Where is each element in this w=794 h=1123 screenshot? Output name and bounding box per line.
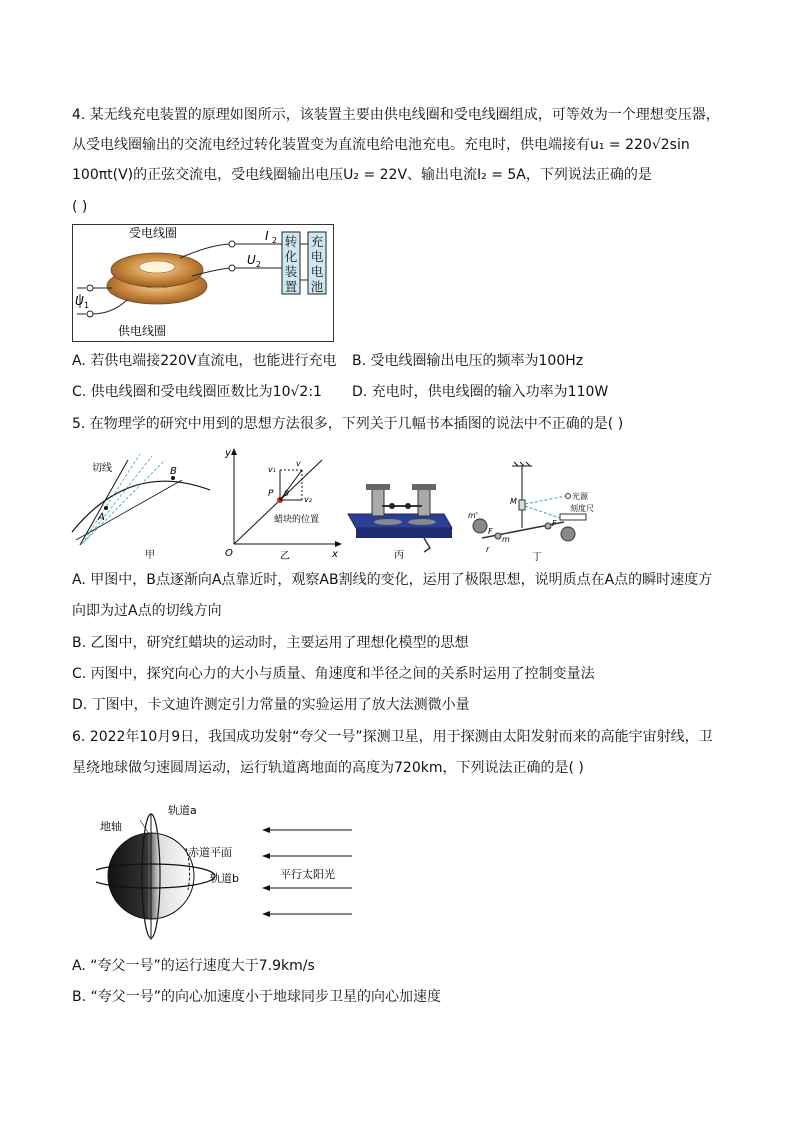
v1-label: v₁ <box>268 465 276 474</box>
u1-subscript: 1 <box>84 301 90 310</box>
converter-char-4: 置 <box>284 279 298 294</box>
q5-option-b: B. 乙图中，研究红蜡块的运动时，主要运用了理想化模型的思想 <box>72 635 469 651</box>
converter-char-3: 装 <box>284 264 298 279</box>
q5-stem: 5. 在物理学的研究中用到的思想方法很多，下列关于几幅书本插图的说法中不正确的是( ) <box>72 416 624 432</box>
mass-m-prime-left-label: m' <box>468 511 478 520</box>
q6-option-b: B. “夸父一号”的向心加速度小于地球同步卫星的向心加速度 <box>72 989 442 1005</box>
point-a-label: A <box>98 512 105 523</box>
q5-option-d: D. 丁图中，卡文迪许测定引力常量的实验运用了放大法测微小量 <box>72 697 470 713</box>
q6-earth-orbit-figure <box>96 794 358 942</box>
theta-label: θ <box>284 489 289 498</box>
q4-option-d: D. 充电时，供电线圈的输入功率为110W <box>352 384 609 400</box>
battery-char-3: 电 <box>310 264 324 279</box>
mirror-m-label: M <box>510 497 517 506</box>
receiving-coil-label: 受电线圈 <box>129 226 178 240</box>
converter-char-2: 化 <box>284 249 298 264</box>
caption-yi: 乙 <box>280 551 290 562</box>
orbit-b-label: 轨道b <box>210 872 239 885</box>
q4-stem-line3: 100πt(V)的正弦交流电，受电线圈输出电压U₂ = 22V、输出电流I₂ = 5A，下列说法正确的是 <box>72 167 652 183</box>
y-axis-label: y <box>225 448 231 459</box>
q4-option-c: C. 供电线圈和受电线圈匝数比为10√2:1 <box>72 384 322 400</box>
q4-answer-paren: ( ) <box>72 199 88 215</box>
i2-subscript: 2 <box>272 236 278 245</box>
q6-stem-line2: 星绕地球做匀速圆周运动，运行轨道离地面的高度为720km，下列说法正确的是( ) <box>72 760 584 776</box>
battery-char-1: 充 <box>310 234 324 249</box>
force-f-right-label: F <box>552 519 557 528</box>
converter-char-1: 转 <box>284 234 298 249</box>
light-source-label: 光源 <box>572 492 588 501</box>
q4-wireless-charger-figure <box>72 224 334 342</box>
battery-char-4: 池 <box>310 279 324 294</box>
q4-option-a: A. 若供电端接220V直流电，也能进行充电 <box>72 353 337 369</box>
q5-option-a-line2: 向即为过A点的切线方向 <box>72 603 222 619</box>
v2-label: v₂ <box>304 495 312 504</box>
battery-char-2: 电 <box>310 249 324 264</box>
origin-label: O <box>225 548 233 559</box>
q6-option-a: A. “夸父一号”的运行速度大于7.9km/s <box>72 958 315 974</box>
q4-option-b: B. 受电线圈输出电压的频率为100Hz <box>352 353 584 369</box>
force-f-left-label: F <box>488 527 493 536</box>
wax-position-label: 蜡块的位置 <box>274 515 320 525</box>
earth-axis-label: 地轴 <box>100 820 122 833</box>
caption-ding: 丁 <box>532 552 542 562</box>
q5-figure-ding <box>468 458 598 562</box>
caption-bing: 丙 <box>394 550 404 561</box>
q5-figure-bing <box>344 478 456 562</box>
scale-label: 刻度尺 <box>570 504 594 513</box>
parallel-sunlight-label: 平行太阳光 <box>280 868 335 881</box>
u2-label: U <box>247 253 256 267</box>
point-p-label: P <box>268 489 274 499</box>
x-axis-label: x <box>332 549 338 560</box>
q5-figure-yi <box>222 446 342 562</box>
tangent-label: 切线 <box>92 463 112 474</box>
i2-label: I <box>265 229 269 243</box>
q5-option-a-line1: A. 甲图中，B点逐渐向A点靠近时，观察AB割线的变化，运用了极限思想，说明质点在A点的瞬时速度方 <box>72 572 713 588</box>
radius-r-label: r <box>486 545 490 554</box>
q5-option-c: C. 丙图中，探究向心力的大小与质量、角速度和半径之间的关系时运用了控制变量法 <box>72 666 595 682</box>
v-label: v <box>296 459 301 468</box>
q5-figure-jia <box>70 450 220 562</box>
supply-coil-label: 供电线圈 <box>118 324 167 338</box>
u1-label: U <box>75 294 84 308</box>
mass-m-left-label: m <box>502 535 510 544</box>
orbit-a-label: 轨道a <box>168 804 197 817</box>
q4-stem-line2: 从受电线圈输出的交流电经过转化装置变为直流电给电池充电。充电时，供电端接有u₁ = 220√2sin <box>72 137 690 153</box>
u2-subscript: 2 <box>256 260 262 269</box>
q4-stem-line1: 4. 某无线充电装置的原理如图所示，该装置主要由供电线圈和受电线圈组成，可等效为一个理想变压器， <box>72 107 720 123</box>
q6-stem-line1: 6. 2022年10月9日，我国成功发射“夸父一号”探测卫星，用于探测由太阳发射而来的高能宇宙射线，卫 <box>72 729 713 745</box>
equator-plane-label: 赤道平面 <box>188 846 232 859</box>
point-b-label: B <box>170 466 177 477</box>
caption-jia: 甲 <box>145 550 155 561</box>
